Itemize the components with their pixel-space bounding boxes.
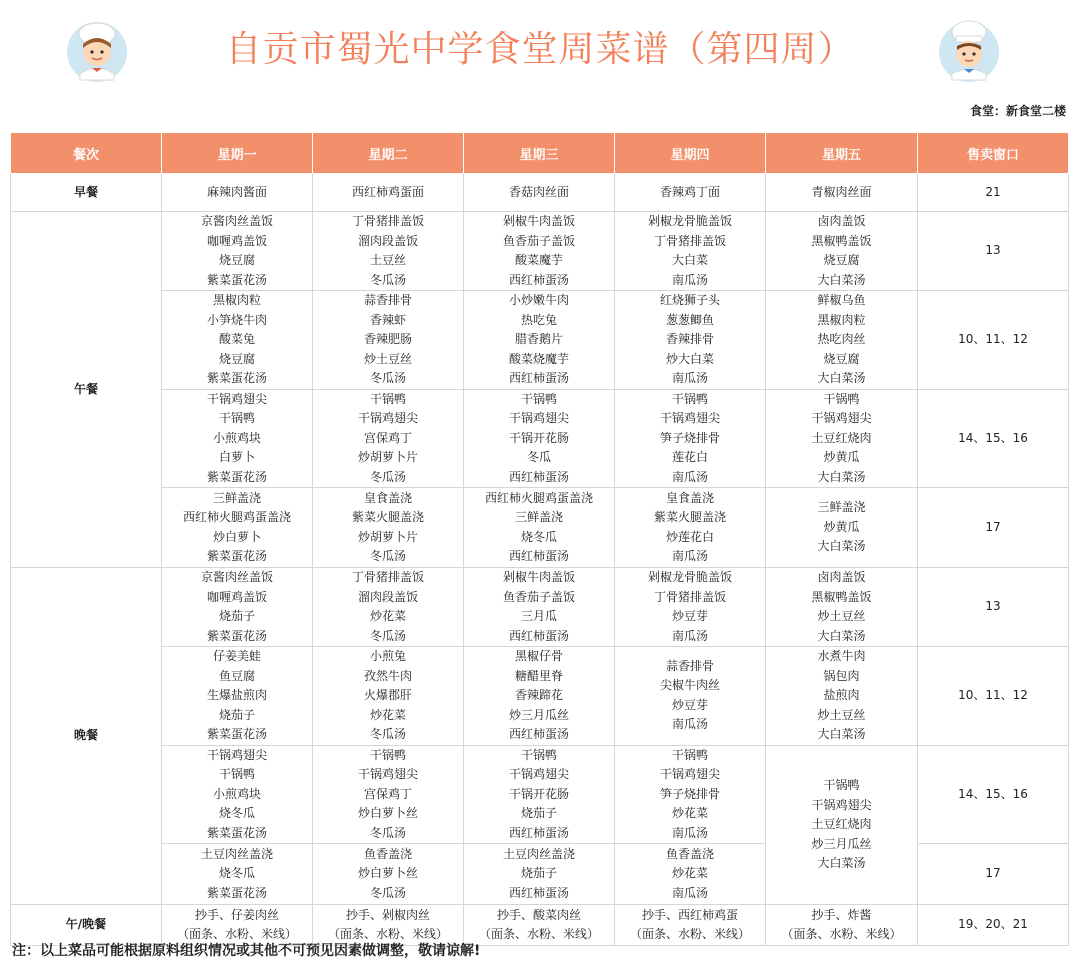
dish-cell-wed bbox=[464, 745, 615, 844]
dish-cell-thu bbox=[615, 488, 766, 568]
dish-cell-fri bbox=[766, 745, 918, 905]
dish-item: 水煮牛肉 bbox=[817, 649, 866, 663]
dish-cell-tue bbox=[313, 844, 464, 905]
dish-item: 烧茄子 bbox=[520, 866, 557, 881]
dish-wed: 香菇肉丝面 bbox=[464, 174, 615, 212]
dish-item: 炒黄瓜 bbox=[823, 450, 860, 464]
dish-item: 大白菜汤 bbox=[817, 469, 866, 484]
dish-item: 紫菜蛋花汤 bbox=[206, 469, 267, 484]
dish-cell-tue bbox=[313, 389, 464, 488]
dish-item: 干锅鸭 bbox=[218, 767, 255, 781]
dish-item: 紫菜蛋花汤 bbox=[206, 549, 267, 563]
dish-item: 干锅鸡翅尖 bbox=[508, 411, 569, 425]
chef-boy-icon bbox=[934, 14, 1004, 84]
window-cell: 10、11、12 bbox=[918, 647, 1069, 746]
dish-item: 炒土豆丝 bbox=[817, 609, 866, 623]
dish-cell-fri bbox=[766, 389, 918, 488]
dish-item: 干锅鸡翅尖 bbox=[357, 411, 418, 425]
header-fri: 星期五 bbox=[766, 133, 918, 174]
dish-item: 剁椒龙骨脆盖饭 bbox=[647, 570, 732, 584]
dish-item: 三鲜盖浇 bbox=[817, 500, 866, 515]
dish-item: 炒莲花白 bbox=[665, 529, 714, 544]
dish-item: 烧冬瓜 bbox=[520, 529, 557, 544]
dish-item: 仔姜美蛙 bbox=[212, 649, 261, 663]
dish-item: 烧茄子 bbox=[218, 609, 255, 623]
dish-item: 冬瓜汤 bbox=[369, 825, 406, 840]
dish-item: 大白菜汤 bbox=[817, 727, 866, 741]
dish-item: 干锅鸡翅尖 bbox=[659, 411, 720, 425]
dish-item: 香辣排骨 bbox=[665, 332, 714, 346]
dish-item: 紫菜火腿盖浇 bbox=[351, 510, 424, 524]
dish-item: 紫菜蛋花汤 bbox=[206, 825, 267, 840]
dish-item: 酸菜魔芋 bbox=[514, 253, 563, 267]
window-cell: 17 bbox=[918, 844, 1069, 905]
dish-item: 鱼香茄子盖饭 bbox=[502, 233, 575, 248]
dish-item: 香辣虾 bbox=[369, 312, 406, 327]
dish-item: 咖喱鸡盖饭 bbox=[206, 233, 267, 248]
dish-cell-fri bbox=[766, 568, 918, 647]
dish-item: 笋子烧排骨 bbox=[659, 786, 720, 801]
dish-item: 小煎鸡块 bbox=[212, 786, 261, 801]
dish-cell-mon bbox=[162, 647, 313, 746]
dish-item: 炒白萝卜丝 bbox=[357, 866, 418, 881]
header-wed: 星期三 bbox=[464, 133, 615, 174]
header-row bbox=[11, 133, 1069, 174]
dish-cell-fri bbox=[766, 905, 918, 946]
dish-item: 大白菜汤 bbox=[817, 628, 866, 643]
dish-item: 冬瓜汤 bbox=[369, 885, 406, 900]
dish-cell-wed bbox=[464, 291, 615, 390]
dish-item: 黑椒鸭盖饭 bbox=[811, 233, 872, 248]
dish-item: 土豆肉丝盖浇 bbox=[200, 846, 273, 861]
dish-item: 烧豆腐 bbox=[218, 351, 255, 366]
dish-cell-fri bbox=[766, 647, 918, 746]
meal-breakfast: 早餐 bbox=[11, 174, 162, 212]
footnote: 注：以上菜品可能根据原料组织情况或其他不可预见因素做调整，敬请谅解! bbox=[12, 943, 481, 959]
dish-item: 蒜香排骨 bbox=[665, 658, 714, 673]
dish-item: 京酱肉丝盖饭 bbox=[200, 570, 273, 584]
dish-item: 黑椒鸭盖饭 bbox=[811, 589, 872, 604]
dish-item: 宫保鸡丁 bbox=[363, 430, 412, 445]
dish-item: 大白菜 bbox=[671, 253, 708, 267]
meal-lunch: 午餐 bbox=[11, 212, 162, 568]
dish-item: 西红柿蛋汤 bbox=[508, 371, 569, 385]
dish-cell-mon bbox=[162, 389, 313, 488]
dish-item: 丁骨猪排盖饭 bbox=[653, 589, 726, 604]
dish-item: 冬瓜 bbox=[526, 450, 551, 464]
dinner-row bbox=[11, 745, 1069, 844]
dish-item: 大白菜汤 bbox=[817, 371, 866, 385]
dish-item: 南瓜汤 bbox=[671, 628, 708, 643]
dish-item: 三月瓜 bbox=[520, 609, 557, 623]
dish-item: 葱葱鲫鱼 bbox=[665, 312, 714, 327]
dish-cell-fri bbox=[766, 291, 918, 390]
dish-item: 炒花菜 bbox=[671, 806, 708, 820]
dish-item: 西红柿蛋汤 bbox=[508, 272, 569, 287]
dish-item: 南瓜汤 bbox=[671, 885, 708, 900]
dish-item: 干锅鸭 bbox=[218, 411, 255, 425]
dish-item: 抄手、炸酱 bbox=[811, 907, 872, 922]
chef-girl-icon bbox=[62, 14, 132, 84]
dish-item: 炒黄瓜 bbox=[823, 519, 860, 534]
dish-item: 抄手、仔姜肉丝 bbox=[194, 907, 279, 922]
dish-item: 香辣肥肠 bbox=[363, 332, 412, 346]
dish-item: 炒白萝卜 bbox=[212, 529, 261, 544]
dish-item: 溜肉段盖饭 bbox=[357, 233, 418, 248]
dish-item: 丁骨猪排盖饭 bbox=[351, 570, 424, 584]
window-cell: 19、20、21 bbox=[918, 905, 1069, 946]
dish-item: 土豆红烧肉 bbox=[811, 430, 872, 445]
dish-item: 干锅鸡翅尖 bbox=[508, 767, 569, 781]
dish-item: 南瓜汤 bbox=[671, 717, 708, 732]
dish-item: 干锅鸭 bbox=[671, 391, 708, 406]
dish-item: 紫菜蛋花汤 bbox=[206, 727, 267, 741]
dish-item: 冬瓜汤 bbox=[369, 469, 406, 484]
window-cell: 17 bbox=[918, 488, 1069, 568]
dish-item: 西红柿蛋汤 bbox=[508, 628, 569, 643]
dish-item: 热吃肉丝 bbox=[817, 332, 866, 346]
dish-item: 冬瓜汤 bbox=[369, 371, 406, 385]
dish-item: 火爆郡肝 bbox=[363, 688, 412, 702]
dish-item: 剁椒牛肉盖饭 bbox=[502, 214, 575, 228]
dish-item: 炒花菜 bbox=[671, 866, 708, 881]
dish-item: 西红柿蛋汤 bbox=[508, 885, 569, 900]
dish-item: 南瓜汤 bbox=[671, 272, 708, 287]
dish-item: 土豆丝 bbox=[369, 253, 406, 267]
canteen-label: 食堂：新食堂二楼 bbox=[969, 104, 1066, 118]
dish-item: 炒胡萝卜片 bbox=[357, 450, 418, 464]
header-mon: 星期一 bbox=[162, 133, 313, 174]
dish-cell-thu bbox=[615, 291, 766, 390]
dish-cell-fri bbox=[766, 488, 918, 568]
dish-item: 孜然牛肉 bbox=[363, 668, 412, 683]
dish-item: 京酱肉丝盖饭 bbox=[200, 214, 273, 228]
dish-cell-mon bbox=[162, 745, 313, 844]
window-cell: 10、11、12 bbox=[918, 291, 1069, 390]
dish-item: 尖椒牛肉丝 bbox=[659, 678, 720, 693]
dish-cell-mon bbox=[162, 212, 313, 291]
dish-item: 热吃兔 bbox=[520, 312, 557, 327]
dish-cell-thu bbox=[615, 844, 766, 905]
dish-item: 鱼香盖浇 bbox=[363, 846, 412, 861]
dish-item: 抄手、酸菜肉丝 bbox=[496, 907, 581, 922]
page-title: 自贡市蜀光中学食堂周菜谱（第四周） bbox=[225, 29, 855, 70]
window-cell: 13 bbox=[918, 212, 1069, 291]
dish-cell-thu bbox=[615, 568, 766, 647]
dish-item: 蒜香排骨 bbox=[363, 293, 412, 307]
dish-thu: 香辣鸡丁面 bbox=[615, 174, 766, 212]
dish-item: 烧冬瓜 bbox=[218, 866, 255, 881]
dish-item: 炒土豆丝 bbox=[817, 707, 866, 722]
dish-item: 三鲜盖浇 bbox=[212, 490, 261, 505]
dish-item: 干锅开花肠 bbox=[508, 786, 569, 801]
dish-item: 紫菜蛋花汤 bbox=[206, 628, 267, 643]
dish-item: 炒豆芽 bbox=[671, 697, 708, 712]
dish-item: 炒花菜 bbox=[369, 609, 406, 623]
dish-cell-thu bbox=[615, 389, 766, 488]
dish-item: 南瓜汤 bbox=[671, 825, 708, 840]
dish-item: 干锅鸭 bbox=[823, 778, 860, 792]
dish-cell-thu bbox=[615, 212, 766, 291]
dish-item: 小笋烧牛肉 bbox=[206, 312, 267, 327]
dish-cell-wed bbox=[464, 568, 615, 647]
header-window: 售卖窗口 bbox=[918, 133, 1069, 174]
dish-item: 鱼香盖浇 bbox=[665, 846, 714, 861]
header-meal: 餐次 bbox=[11, 133, 162, 174]
dinner-row bbox=[11, 647, 1069, 746]
window-cell: 14、15、16 bbox=[918, 745, 1069, 844]
dish-item: 干锅鸭 bbox=[369, 747, 406, 762]
dish-cell-thu bbox=[615, 905, 766, 946]
dish-mon: 麻辣肉酱面 bbox=[162, 174, 313, 212]
header-thu: 星期四 bbox=[615, 133, 766, 174]
dish-item: 卤肉盖饭 bbox=[817, 214, 866, 228]
dish-cell-mon bbox=[162, 844, 313, 905]
dish-item: 烧豆腐 bbox=[823, 351, 860, 366]
dish-item: 紫菜蛋花汤 bbox=[206, 371, 267, 385]
dish-cell-wed bbox=[464, 905, 615, 946]
dish-item: 皇食盖浇 bbox=[363, 490, 412, 505]
dish-item: 莲花白 bbox=[671, 450, 708, 464]
dish-item: 冬瓜汤 bbox=[369, 272, 406, 287]
dish-item: 溜肉段盖饭 bbox=[357, 589, 418, 604]
meal-both: 午/晚餐 bbox=[11, 905, 162, 946]
dish-item: 干锅鸭 bbox=[823, 391, 860, 406]
dish-item: 卤肉盖饭 bbox=[817, 570, 866, 584]
dish-item: 紫菜蛋花汤 bbox=[206, 885, 267, 900]
dish-item: 小煎鸡块 bbox=[212, 430, 261, 445]
dish-item: 烧茄子 bbox=[218, 707, 255, 722]
window-cell: 21 bbox=[918, 174, 1069, 212]
dish-item: 冬瓜汤 bbox=[369, 549, 406, 563]
lunch-row bbox=[11, 488, 1069, 568]
dish-item: 烧茄子 bbox=[520, 806, 557, 820]
dish-cell-tue bbox=[313, 212, 464, 291]
dish-cell-wed bbox=[464, 647, 615, 746]
lunch-row bbox=[11, 212, 1069, 291]
dish-item: 炒土豆丝 bbox=[363, 351, 412, 366]
dish-item: 锅包肉 bbox=[823, 668, 860, 683]
dish-item: 小煎兔 bbox=[369, 649, 406, 663]
menu-table bbox=[10, 132, 1069, 946]
dish-item: 大白菜汤 bbox=[817, 539, 866, 554]
dish-item: 三鲜盖浇 bbox=[514, 510, 563, 524]
dish-item: 抄手、剁椒肉丝 bbox=[345, 907, 430, 922]
dish-item: 冬瓜汤 bbox=[369, 628, 406, 643]
dish-item: 干锅开花肠 bbox=[508, 430, 569, 445]
dish-cell-tue bbox=[313, 568, 464, 647]
dish-item: 干锅鸡翅尖 bbox=[206, 747, 267, 762]
dish-item: 西红柿火腿鸡蛋盖浇 bbox=[484, 490, 593, 505]
dish-cell-tue bbox=[313, 647, 464, 746]
dish-item: 干锅鸭 bbox=[520, 747, 557, 762]
dish-item: 鱼香茄子盖饭 bbox=[502, 589, 575, 604]
dish-cell-tue bbox=[313, 488, 464, 568]
dish-item: 烧豆腐 bbox=[823, 253, 860, 267]
dish-cell-mon bbox=[162, 488, 313, 568]
dish-item: 西红柿蛋汤 bbox=[508, 825, 569, 840]
dish-item: 西红柿蛋汤 bbox=[508, 549, 569, 563]
dish-item: 生爆盐煎肉 bbox=[206, 688, 267, 702]
dish-fri: 青椒肉丝面 bbox=[766, 174, 918, 212]
dish-item: 黑椒肉粒 bbox=[212, 293, 261, 307]
dish-item: 干锅鸡翅尖 bbox=[659, 767, 720, 781]
meal-dinner: 晚餐 bbox=[11, 568, 162, 905]
dish-item: 炒豆芽 bbox=[671, 609, 708, 623]
dish-item: （面条、水粉、米线） bbox=[629, 927, 750, 941]
dish-item: 咖喱鸡盖饭 bbox=[206, 589, 267, 604]
dish-item: 炒三月瓜丝 bbox=[508, 707, 569, 722]
dish-item: 腊香鹅片 bbox=[514, 332, 563, 346]
dish-item: 西红柿火腿鸡蛋盖浇 bbox=[182, 510, 291, 524]
dish-item: 剁椒牛肉盖饭 bbox=[502, 570, 575, 584]
dish-item: 土豆肉丝盖浇 bbox=[502, 846, 575, 861]
dinner-row bbox=[11, 568, 1069, 647]
dish-item: （面条、水粉、米线） bbox=[176, 927, 297, 941]
dish-item: （面条、水粉、米线） bbox=[478, 927, 599, 941]
dish-item: 炒胡萝卜片 bbox=[357, 529, 418, 544]
dish-cell-fri bbox=[766, 212, 918, 291]
window-cell: 14、15、16 bbox=[918, 389, 1069, 488]
dish-item: 烧豆腐 bbox=[218, 253, 255, 267]
dish-cell-thu bbox=[615, 647, 766, 746]
dish-item: 干锅鸡翅尖 bbox=[811, 411, 872, 425]
dish-item: 大白菜汤 bbox=[817, 272, 866, 287]
dish-item: 丁骨猪排盖饭 bbox=[653, 233, 726, 248]
dish-item: 干锅鸡翅尖 bbox=[357, 767, 418, 781]
dish-cell-tue bbox=[313, 291, 464, 390]
dish-item: 酸菜烧魔芋 bbox=[508, 351, 569, 366]
dish-tue: 西红柿鸡蛋面 bbox=[313, 174, 464, 212]
dish-item: 抄手、西红柿鸡蛋 bbox=[641, 907, 738, 922]
dish-item: 盐煎肉 bbox=[823, 688, 860, 702]
dish-item: 干锅鸡翅尖 bbox=[811, 797, 872, 812]
lunch-row bbox=[11, 389, 1069, 488]
dish-item: 冬瓜汤 bbox=[369, 727, 406, 741]
dish-item: 红烧狮子头 bbox=[659, 293, 720, 307]
dish-item: 炒三月瓜丝 bbox=[811, 836, 872, 851]
dish-item: 大白菜汤 bbox=[817, 856, 866, 870]
dish-item: 鲜椒乌鱼 bbox=[817, 293, 866, 307]
dish-cell-mon bbox=[162, 291, 313, 390]
dish-item: 南瓜汤 bbox=[671, 469, 708, 484]
dish-item: 土豆红烧肉 bbox=[811, 817, 872, 831]
dish-item: 炒白萝卜丝 bbox=[357, 806, 418, 820]
dish-item: 酸菜兔 bbox=[218, 332, 255, 346]
dish-item: 紫菜蛋花汤 bbox=[206, 272, 267, 287]
dish-item: 白萝卜 bbox=[218, 450, 255, 464]
window-cell: 13 bbox=[918, 568, 1069, 647]
dish-item: 紫菜火腿盖浇 bbox=[653, 510, 726, 524]
dish-cell-thu bbox=[615, 745, 766, 844]
dish-cell-wed bbox=[464, 212, 615, 291]
dish-item: 干锅鸭 bbox=[369, 391, 406, 406]
dish-cell-tue bbox=[313, 745, 464, 844]
dish-item: 西红柿蛋汤 bbox=[508, 727, 569, 741]
breakfast-row bbox=[11, 174, 1069, 212]
header-tue: 星期二 bbox=[313, 133, 464, 174]
dish-item: 干锅鸭 bbox=[520, 391, 557, 406]
dish-item: 糖醋里脊 bbox=[514, 668, 563, 683]
lunch-row bbox=[11, 291, 1069, 390]
dish-cell-wed bbox=[464, 844, 615, 905]
dish-item: 宫保鸡丁 bbox=[363, 786, 412, 801]
dish-item: 剁椒龙骨脆盖饭 bbox=[647, 214, 732, 228]
dish-item: 黑椒肉粒 bbox=[817, 312, 866, 327]
dish-item: 西红柿蛋汤 bbox=[508, 469, 569, 484]
dish-item: 丁骨猪排盖饭 bbox=[351, 214, 424, 228]
dish-item: 烧冬瓜 bbox=[218, 806, 255, 820]
dish-item: 笋子烧排骨 bbox=[659, 430, 720, 445]
dish-item: （面条、水粉、米线） bbox=[781, 927, 902, 941]
dish-cell-wed bbox=[464, 389, 615, 488]
dish-item: 黑椒仔骨 bbox=[514, 649, 563, 663]
dish-item: 炒花菜 bbox=[369, 707, 406, 722]
dish-item: 鱼豆腐 bbox=[218, 668, 255, 683]
dish-item: 皇食盖浇 bbox=[665, 490, 714, 505]
dish-item: （面条、水粉、米线） bbox=[327, 927, 448, 941]
dish-cell-mon bbox=[162, 568, 313, 647]
dish-item: 南瓜汤 bbox=[671, 371, 708, 385]
dish-item: 香辣蹄花 bbox=[514, 688, 563, 702]
dish-cell-wed bbox=[464, 488, 615, 568]
dish-item: 炒大白菜 bbox=[665, 351, 714, 366]
dish-item: 南瓜汤 bbox=[671, 549, 708, 563]
dish-item: 干锅鸡翅尖 bbox=[206, 391, 267, 406]
dish-item: 干锅鸭 bbox=[671, 747, 708, 762]
dish-item: 小炒嫩牛肉 bbox=[508, 293, 569, 307]
